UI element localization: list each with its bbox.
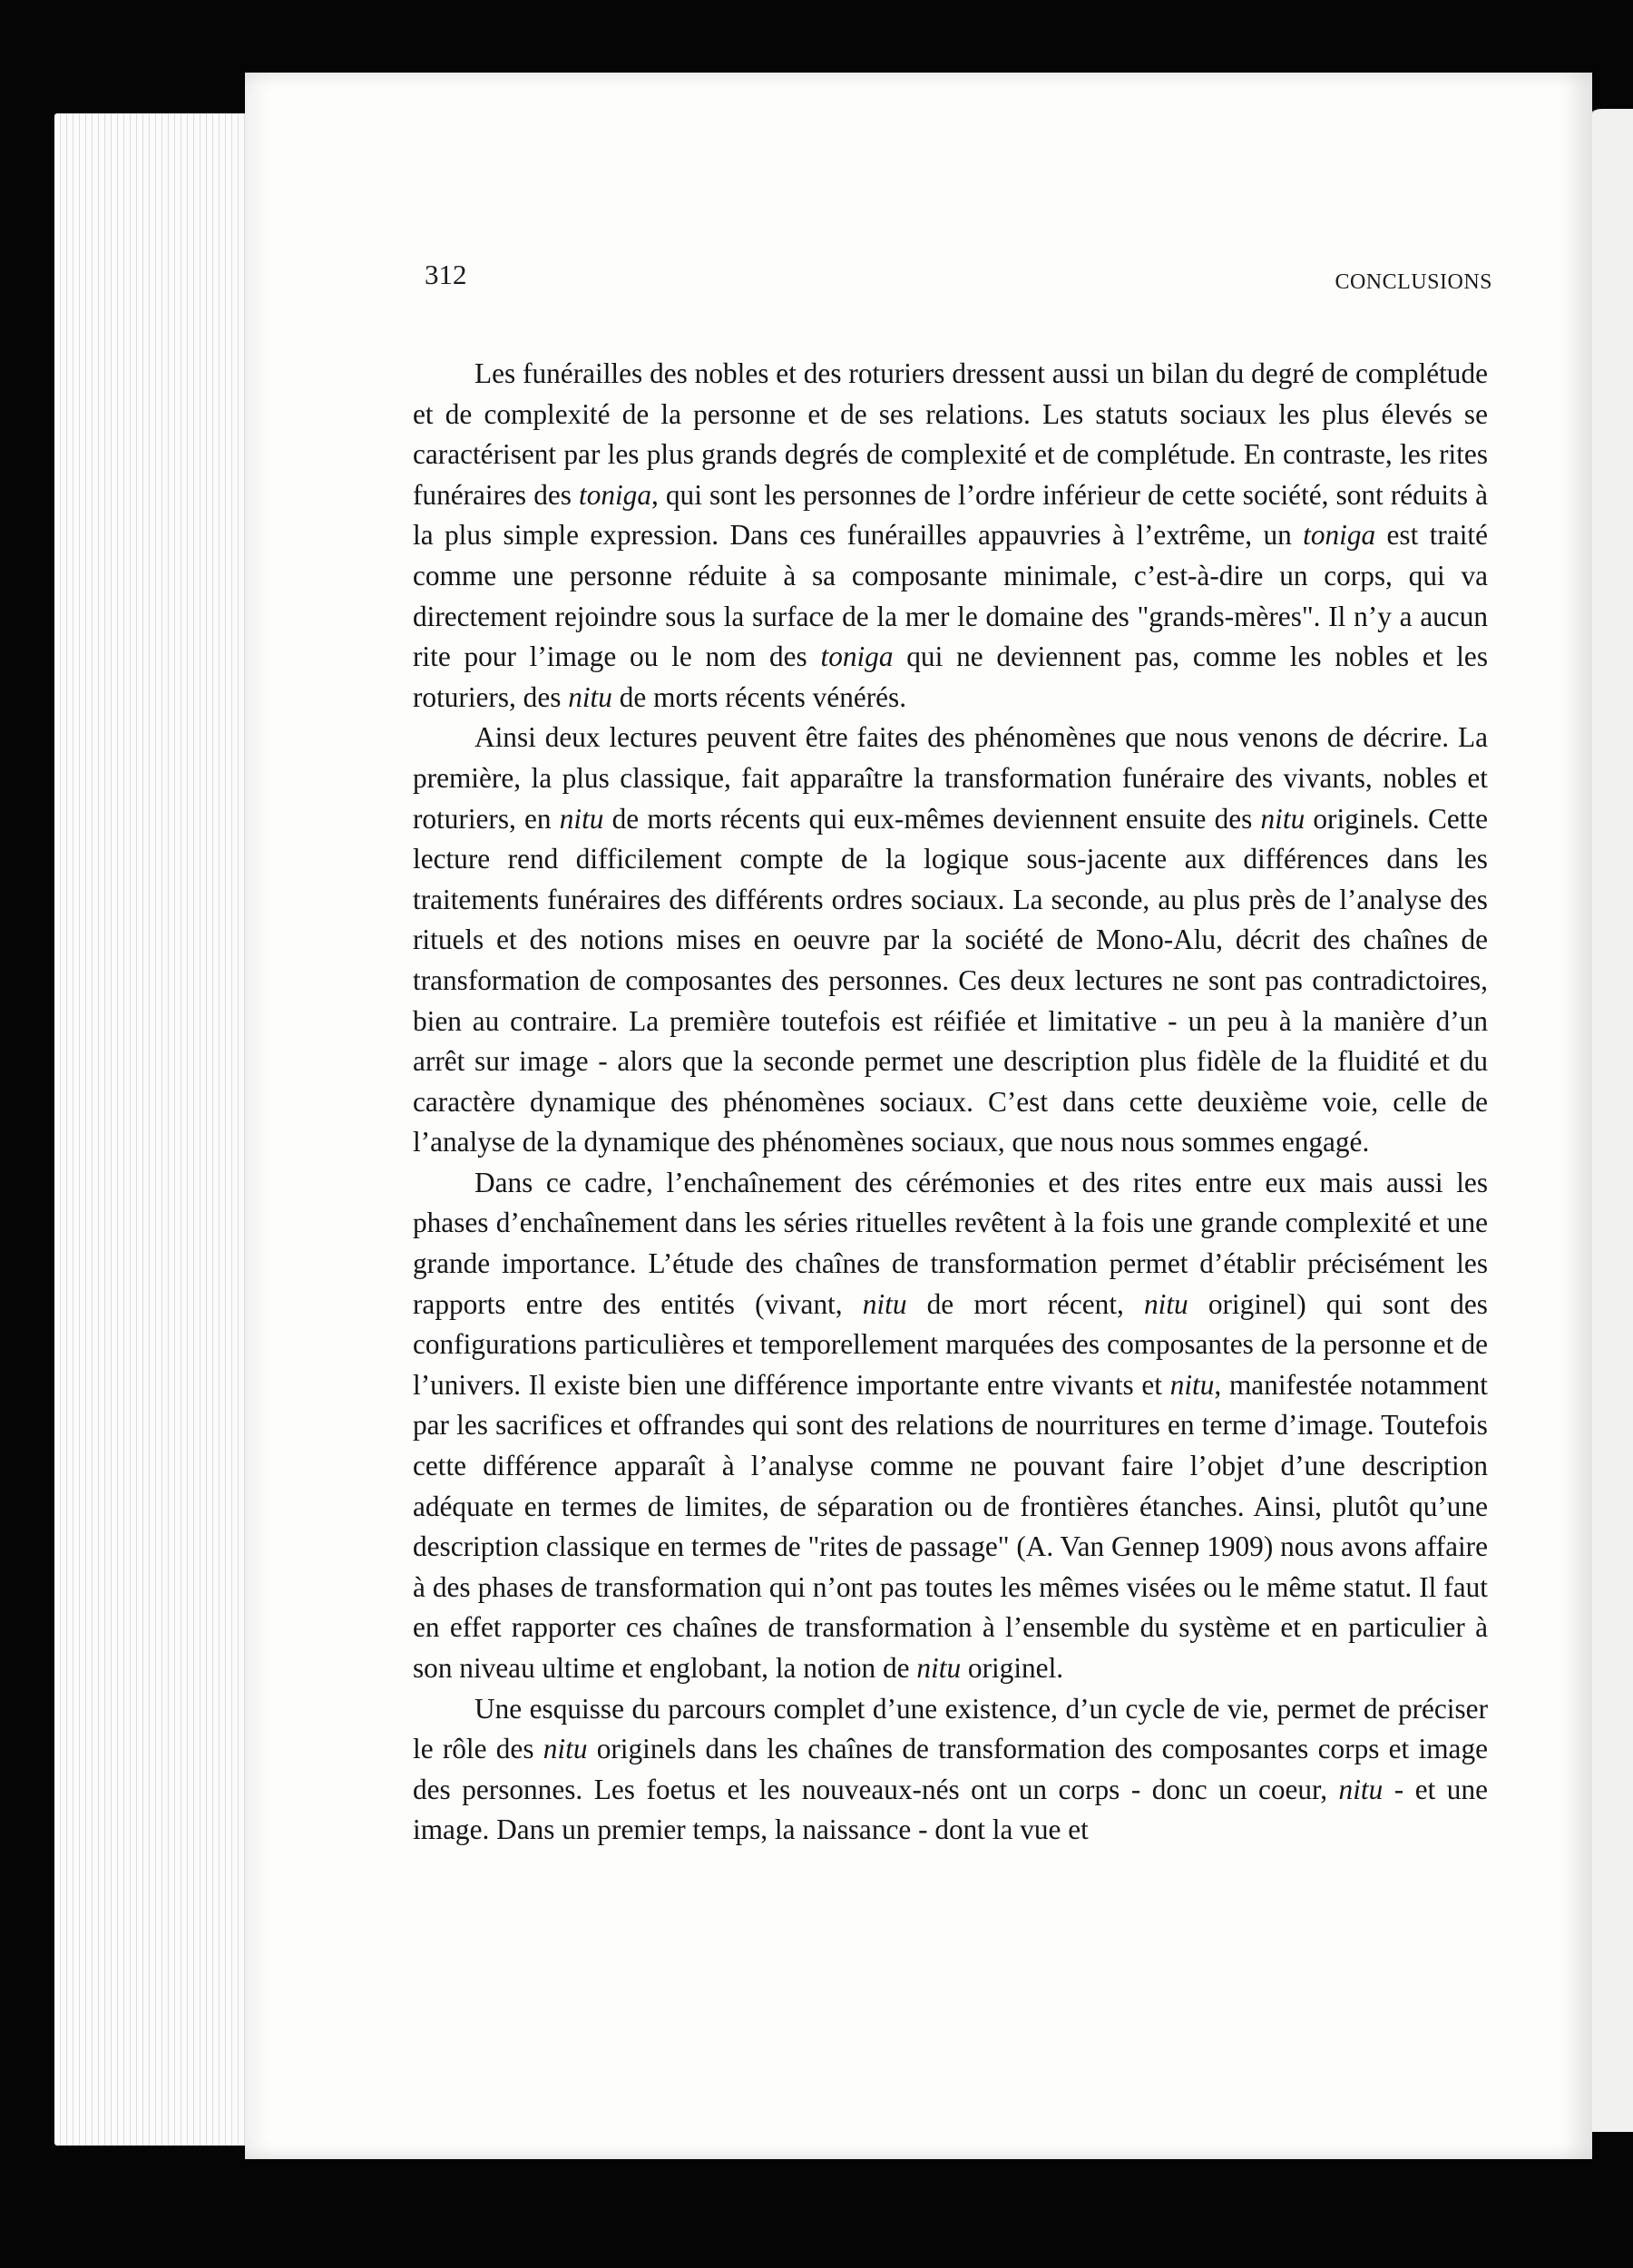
paragraph: [413, 718, 1488, 1163]
text-run: Ainsi deux lectures peuvent être faites des phénomènes que nous venons de décrire. La première, la plus classique, fait apparaître la transformation funéraire des vivants, nobles et roturiers, en: [413, 721, 1488, 835]
italic-term: toniga: [1303, 519, 1376, 552]
text-run: de mort récent,: [906, 1287, 1145, 1320]
italic-term: nitu: [1338, 1773, 1384, 1805]
text-run: - et une image. Dans un premier temps, la naissance - dont la vue et: [413, 1773, 1488, 1846]
text-run: originel) qui sont des configurations particulières et temporellement marquées des composantes de la personne et de l’univers. Il existe bien une différence importante entre vivants et: [413, 1287, 1488, 1401]
text-run: de morts récents vénérés.: [611, 680, 907, 713]
text-run: Une esquisse du parcours complet d’une existence, d’un cycle de vie, permet de préciser le rôle des: [413, 1692, 1488, 1765]
italic-term: toniga: [579, 478, 651, 511]
paragraph: [413, 354, 1488, 718]
page-number: 312: [425, 259, 467, 290]
text-run: originels. Cette lecture rend difficilement compte de la logique sous-jacente aux différences dans les traitements funéraires des différents ordres sociaux. La seconde, au plus près de l’analyse des rituels et des notions mises en oeuvre par la société de Mono-Alu, décrit des chaînes de transformation de composantes des personnes. Ces deux lectures ne sont pas contradictoires, bien au contraire. La première toutefois est réifiée et limitative - un peu à la manière d’un arrêt sur image - alors que la seconde permet une description plus fidèle de la fluidité et du caractère dynamique des phénomènes sociaux. C’est dans cette deuxième voie, celle de l’analyse de la dynamique des phénomènes sociaux, que nous nous sommes engagé.: [413, 802, 1488, 1158]
body-text: [413, 354, 1488, 1851]
text-run: , qui sont les personnes de l’ordre inférieur de cette société, sont réduits à la plus simple expression. Dans ces funérailles appauvries à l’extrême, un: [413, 478, 1488, 552]
text-run: de morts récents qui eux-mêmes deviennent ensuite des: [603, 802, 1261, 835]
text-run: originels dans les chaînes de transformation des composantes corps et image des personnes. Les foetus et les nouveaux-nés ont un corps - donc un coeur,: [413, 1733, 1488, 1805]
italic-term: nitu: [1169, 1368, 1215, 1401]
running-head: CONCLUSIONS: [1335, 270, 1492, 294]
italic-term: nitu: [862, 1287, 907, 1320]
italic-term: nitu: [543, 1733, 588, 1765]
paragraph: [413, 1163, 1488, 1689]
paragraph: [413, 1689, 1488, 1851]
italic-term: nitu: [916, 1652, 962, 1684]
book-page-edges: [54, 113, 272, 2146]
italic-term: toniga: [820, 640, 894, 673]
text-run: est traité comme une personne réduite à sa composante minimale, c’est-à-dire un corps, qui va directement rejoindre sous la surface de la mer le domaine des "grands-mères". Il n’y a aucun rite pour l’image ou le nom des: [413, 519, 1488, 673]
text-run: Les funérailles des nobles et des roturiers dressent aussi un bilan du degré de complétude et de complexité de la personne et de ses relations. Les statuts sociaux les plus élevés se caractérisent par les plus grands degrés de complexité et de complétude. En contraste, les rites funéraires des: [413, 357, 1488, 511]
italic-term: nitu: [1260, 802, 1305, 835]
italic-term: nitu: [559, 802, 604, 835]
italic-term: nitu: [568, 680, 612, 713]
text-run: Dans ce cadre, l’enchaînement des cérémonies et des rites entre eux mais aussi les phases d’enchaînement dans les séries rituelles revêtent à la fois une grande complexité et une grande importance. L’étude des chaînes de transformation permet d’établir précisément les rapports entre des entités (vivant,: [413, 1166, 1488, 1320]
text-run: originel.: [961, 1652, 1064, 1684]
italic-term: nitu: [1144, 1287, 1188, 1320]
text-run: , manifestée notamment par les sacrifices et offrandes qui sont des relations de nourritures en terme d’image. Toutefois cette différence apparaît à l’analyse comme ne pouvant faire l’objet d’une description adéquate en termes de limites, de séparation ou de frontières étanches. Ainsi, plutôt qu’une description classique en termes de "rites de passage" (A. Van Gennep 1909) nous avons affaire à des phases de transformation qui n’ont pas toutes les mêmes visées ou le même statut. Il faut en effet rapporter ces chaînes de transformation à l’ensemble du système et en particulier à son niveau ultime et englobant, la notion de: [413, 1368, 1488, 1684]
text-run: qui ne deviennent pas, comme les nobles et les roturiers, des: [413, 640, 1489, 713]
